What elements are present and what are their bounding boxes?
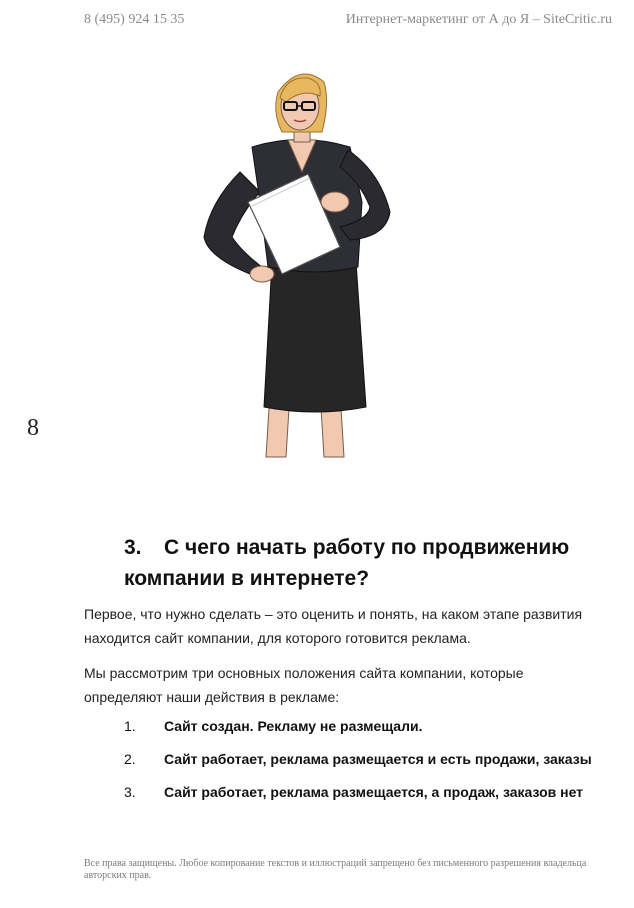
paragraph-intro: Первое, что нужно сделать – это оценить и понять, на каком этапе развития находится сайт компании, для которого готовится реклама. [84,606,583,646]
businesswoman-illustration [190,62,420,462]
section-title-line1: С чего начать работу по продвижению [164,536,570,559]
list-item-number: 3. [124,784,136,800]
list-item-text: Сайт создан. Рекламу не размещали. [164,718,423,734]
list-item-text: Сайт работает, реклама размещается и есть продажи, заказы [164,751,592,767]
header-phone: 8 (495) 924 15 35 [84,12,185,27]
list-item-text: Сайт работает, реклама размещается, а продаж, заказов нет [164,784,584,800]
page-number: 8 [27,415,39,441]
section-number: 3. [124,536,142,559]
site-positions-list [124,716,592,815]
list-item [124,749,592,782]
list-item-number: 1. [124,718,136,734]
footer-copyright: Все права защищены. Любое копирование текстов и иллюстраций запрещено без письменного разрешения владельца авторских прав. [84,858,587,881]
list-item [124,716,592,749]
paragraph-positions: Мы рассмотрим три основных положения сайта компании, которые определяют наши действия в рекламе: [84,665,524,705]
section-title-line2: компании в интернете? [124,567,370,590]
header-site-title: Интернет-маркетинг от А до Я – SiteCritic.ru [345,12,612,27]
list-item [124,782,592,815]
section-heading [124,532,584,594]
list-item-number: 2. [124,751,136,767]
